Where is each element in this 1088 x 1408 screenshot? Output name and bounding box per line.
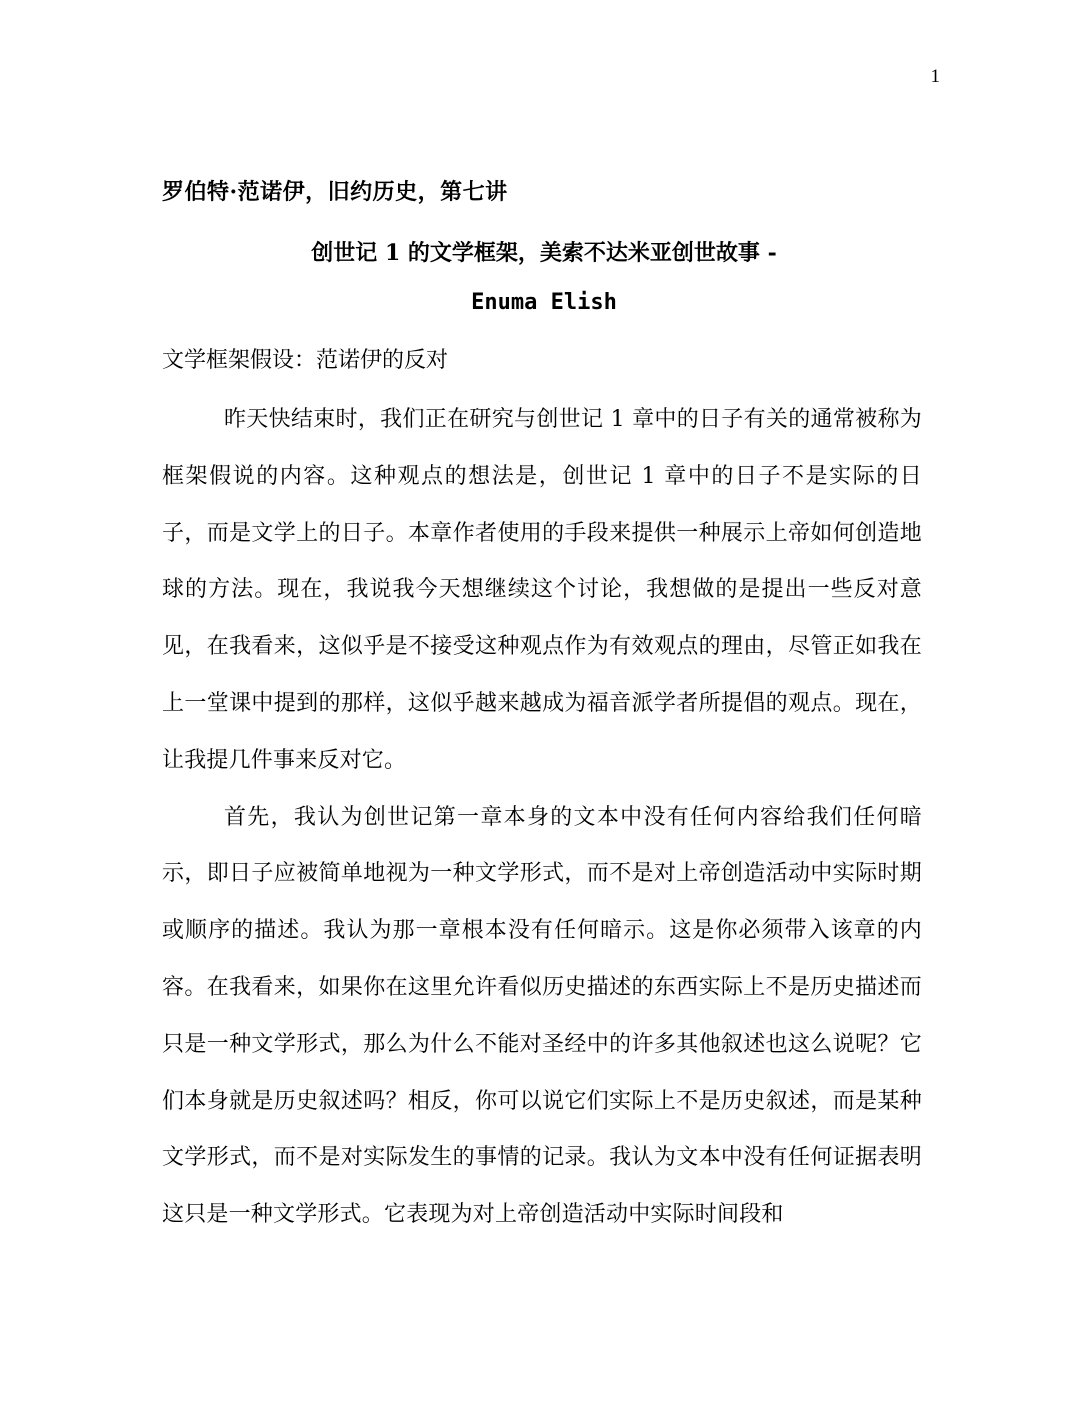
lecture-subtitle-continued: Enuma Elish [471,290,617,315]
paragraph: 昨天快结束时，我们正在研究与创世记 1 章中的日子有关的通常被称为框架假说的内容。这种观点的想法是，创世记 1 章中的日子不是实际的日子，而是文学上的日子。本章作者使用的手段来提供一种展示上帝如何创造地球的方法。现在，我说我今天想继续这个讨论，我想做的是提出一些反对意见，在我看来，这似乎是不接受这种观点作为有效观点的理由，尽管正如我在上一堂课中提到的那样，这似乎越来越成为福音派学者所提倡的观点。现在，让我提几件事来反对它。 [162,407,922,773]
section-heading: 文学框架假设：范诺伊的反对 [162,348,449,373]
page-number: 1 [930,66,940,87]
document-title: 罗伯特·范诺伊，旧约历史，第七讲 [162,179,508,205]
lecture-subtitle: 创世记 1 的文学框架，美索不达米亚创世故事 - [311,240,777,266]
body-text [162,392,922,1244]
paragraph: 首先，我认为创世记第一章本身的文本中没有任何内容给我们任何暗示，即日子应被简单地视为一种文学形式，而不是对上帝创造活动中实际时期或顺序的描述。我认为那一章根本没有任何暗示。这是你必须带入该章的内容。在我看来，如果你在这里允许看似历史描述的东西实际上不是历史描述而只是一种文学形式，那么为什么不能对圣经中的许多其他叙述也这么说呢？它们本身就是历史叙述吗？相反，你可以说它们实际上不是历史叙述，而是某种文学形式，而不是对实际发生的事情的记录。我认为文本中没有任何证据表明这只是一种文学形式。它表现为对上帝创造活动中实际时间段和 [162,804,922,1228]
